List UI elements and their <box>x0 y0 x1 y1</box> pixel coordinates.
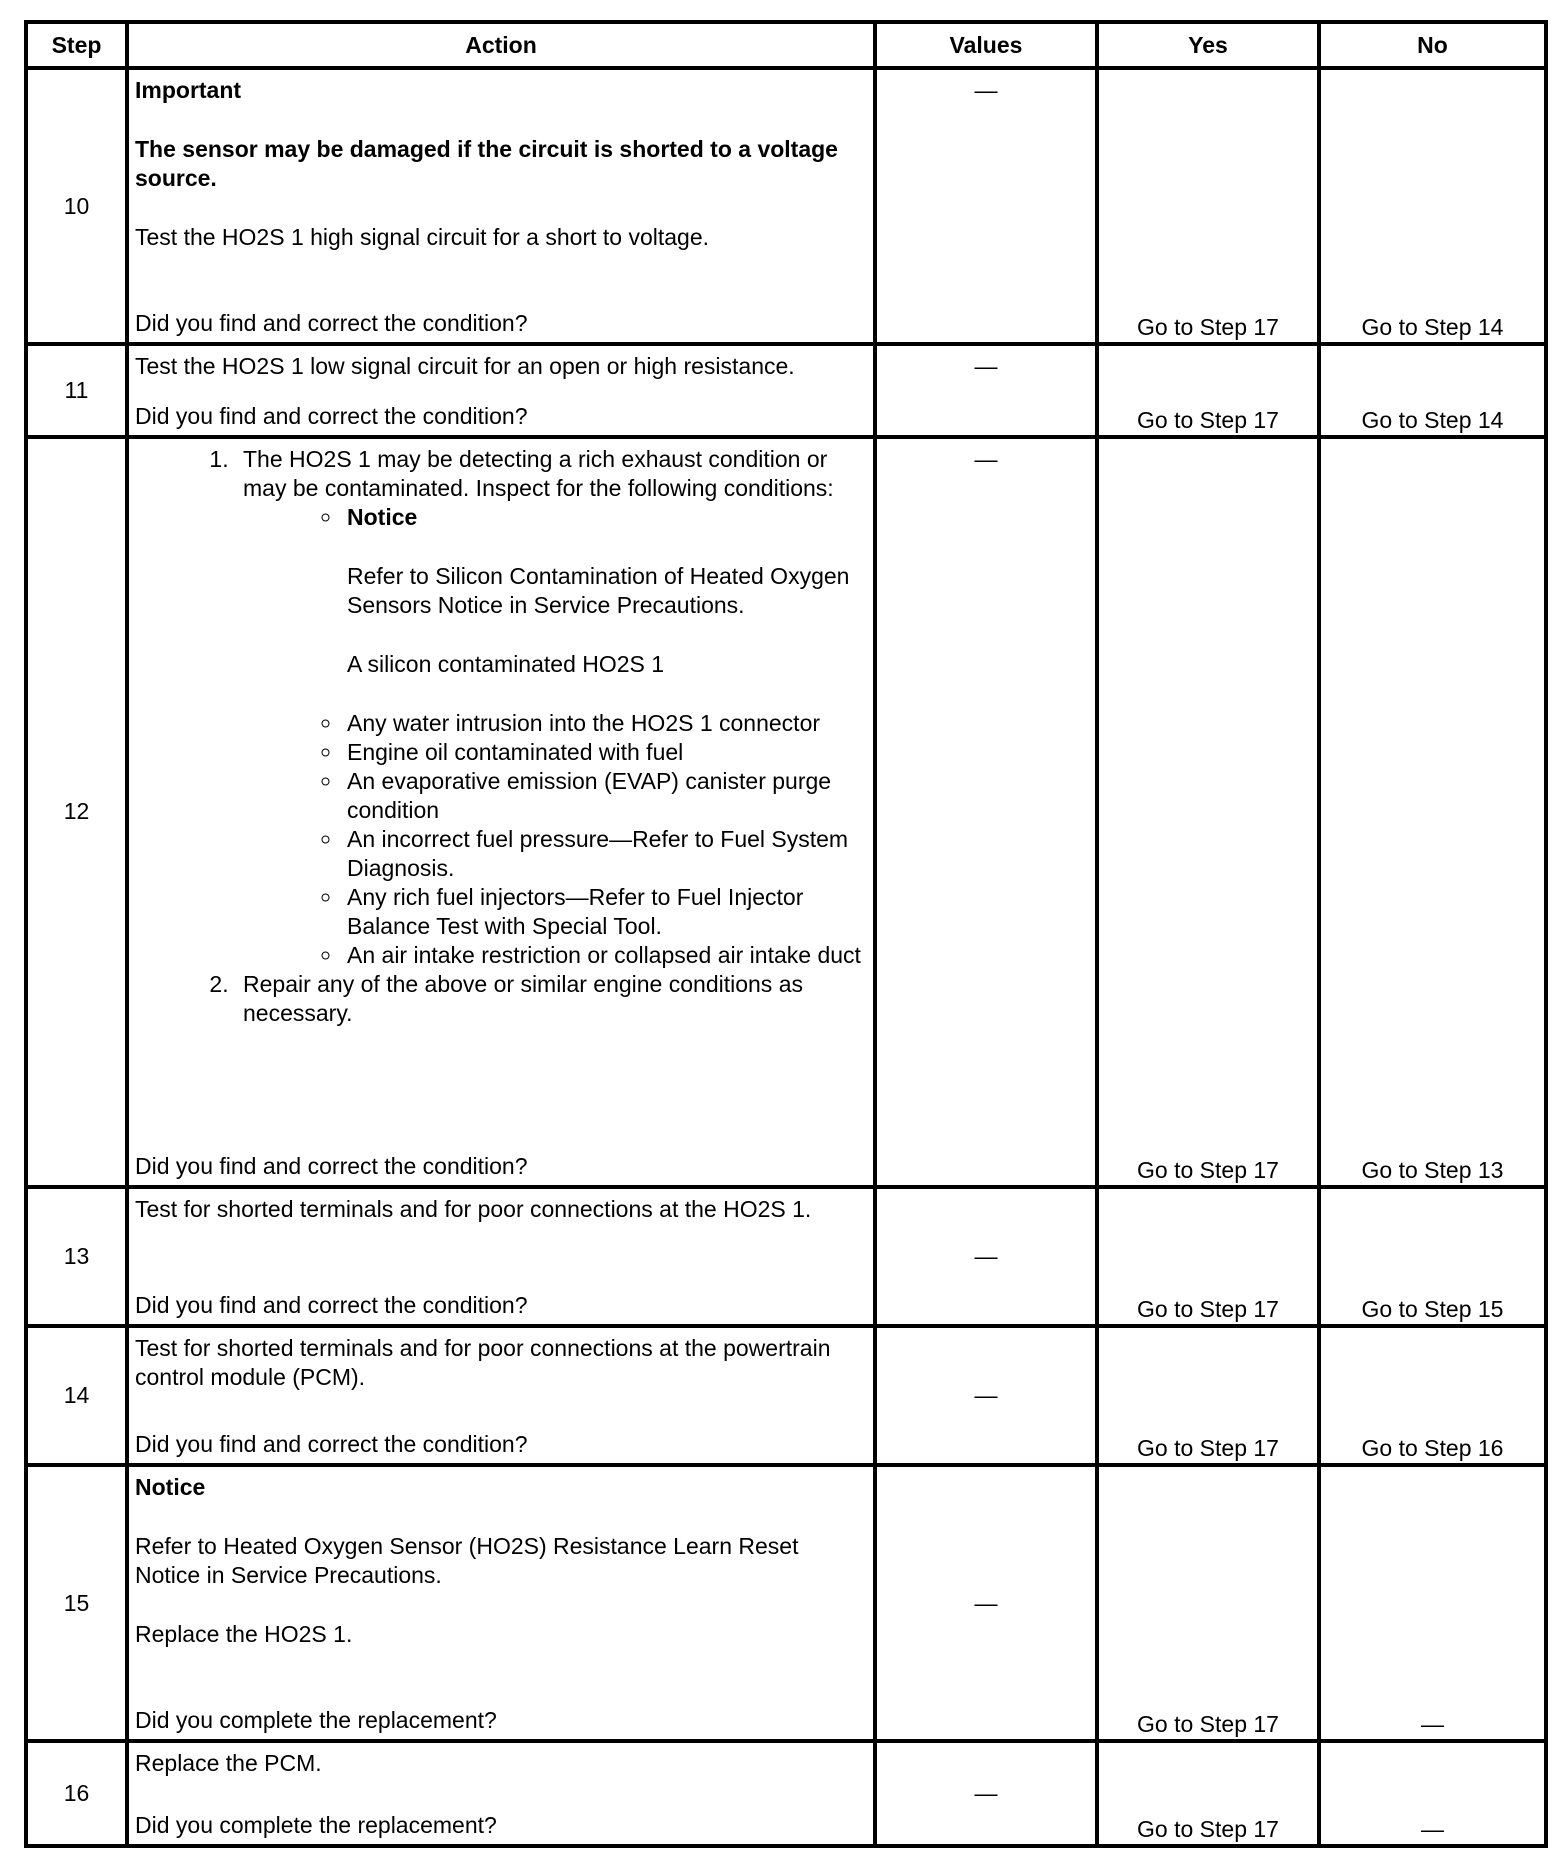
yes-cell: Go to Step 17 <box>1097 437 1319 1187</box>
yes-cell: Go to Step 17 <box>1097 68 1319 344</box>
yes-cell: Go to Step 17 <box>1097 344 1319 437</box>
step-number: 15 <box>26 1465 127 1741</box>
list-item: 2. Repair any of the above or similar engine conditions as necessary. <box>235 970 867 1028</box>
list-item: ◦ Any rich fuel injectors—Refer to Fuel Injector Balance Test with Special Tool. <box>343 883 867 941</box>
list-item: ◦ An incorrect fuel pressure—Refer to Fuel System Diagnosis. <box>343 825 867 883</box>
list-item: ◦ An evaporative emission (EVAP) canister purge condition <box>343 767 867 825</box>
table-row <box>26 344 1546 437</box>
values-dash: — <box>974 77 998 103</box>
no-cell: — <box>1319 1465 1546 1741</box>
question-text: Did you find and correct the condition? <box>135 1430 528 1457</box>
table-row <box>26 1326 1546 1465</box>
action-cell <box>127 344 875 437</box>
diagnostic-table <box>24 20 1548 1848</box>
header-row <box>26 22 1546 68</box>
header-step: Step <box>26 22 127 68</box>
notice-item: A silicon contaminated HO2S 1 <box>347 650 665 677</box>
instruction-text: Replace the HO2S 1. <box>135 1620 353 1647</box>
list-item: ◦ Any water intrusion into the HO2S 1 connector <box>343 709 867 738</box>
header-no: No <box>1319 22 1546 68</box>
table-row <box>26 437 1546 1187</box>
condition-list <box>243 503 867 970</box>
step-number: 14 <box>26 1326 127 1465</box>
values-cell <box>875 437 1097 1187</box>
step-number: 16 <box>26 1741 127 1846</box>
list-item: ◦ Engine oil contaminated with fuel <box>343 738 867 767</box>
action-cell <box>127 1465 875 1741</box>
item-text: The HO2S 1 may be detecting a rich exhaust condition or may be contaminated. Inspect for the following conditions: <box>243 445 834 501</box>
values-dash: — <box>974 353 998 380</box>
instruction-text: Test for shorted terminals and for poor connections at the powertrain control module (PCM). <box>135 1334 831 1390</box>
no-cell: Go to Step 14 <box>1319 344 1546 437</box>
question-text: Did you find and correct the condition? <box>135 402 528 429</box>
instruction-text: Test for shorted terminals and for poor connections at the HO2S 1. <box>135 1195 812 1222</box>
table-row <box>26 1465 1546 1741</box>
action-cell <box>127 437 875 1187</box>
no-cell: Go to Step 13 <box>1319 437 1546 1187</box>
yes-cell: Go to Step 17 <box>1097 1465 1319 1741</box>
important-label: Important <box>135 77 242 103</box>
table-row <box>26 1741 1546 1846</box>
no-cell: Go to Step 16 <box>1319 1326 1546 1465</box>
header-yes: Yes <box>1097 22 1319 68</box>
header-values: Values <box>875 22 1097 68</box>
notice-text: Refer to Heated Oxygen Sensor (HO2S) Resistance Learn Reset Notice in Service Precautions. <box>135 1532 799 1588</box>
no-cell: Go to Step 14 <box>1319 68 1546 344</box>
no-cell: — <box>1319 1741 1546 1846</box>
values-cell: — <box>875 1741 1097 1846</box>
list-item <box>235 445 867 970</box>
instruction-text: Test the HO2S 1 low signal circuit for an open or high resistance. <box>135 353 795 380</box>
table-row <box>26 68 1546 344</box>
instruction-text: Replace the PCM. <box>135 1750 322 1777</box>
instruction-text: Test the HO2S 1 high signal circuit for a short to voltage. <box>135 224 710 250</box>
notice-text: Refer to Silicon Contamination of Heated Oxygen Sensors Notice in Service Precautions. <box>347 562 850 618</box>
list-item: ◦ An air intake restriction or collapsed air intake duct <box>343 941 867 970</box>
notice-label: ◦ Notice <box>347 503 418 530</box>
values-cell: — <box>875 1326 1097 1465</box>
values-cell: — <box>875 1465 1097 1741</box>
question-text: Did you complete the replacement? <box>135 1707 497 1734</box>
yes-cell: Go to Step 17 <box>1097 1741 1319 1846</box>
action-cell <box>127 1741 875 1846</box>
yes-cell: Go to Step 17 <box>1097 1326 1319 1465</box>
notice-label: Notice <box>135 1473 206 1500</box>
values-cell <box>875 68 1097 344</box>
values-cell: — <box>875 1187 1097 1326</box>
table-row <box>26 1187 1546 1326</box>
action-cell <box>127 68 875 344</box>
question-text: Did you complete the replacement? <box>135 1812 497 1838</box>
values-cell <box>875 344 1097 437</box>
action-cell <box>127 1187 875 1326</box>
header-action: Action <box>127 22 875 68</box>
question-text: Did you find and correct the condition? <box>135 1152 528 1179</box>
step-number: 11 <box>26 344 127 437</box>
question-text: Did you find and correct the condition? <box>135 310 528 337</box>
no-cell: Go to Step 15 <box>1319 1187 1546 1326</box>
action-cell <box>127 1326 875 1465</box>
yes-cell: Go to Step 17 <box>1097 1187 1319 1326</box>
step-number: 13 <box>26 1187 127 1326</box>
step-number: 12 <box>26 437 127 1187</box>
numbered-list <box>135 445 867 1028</box>
step-number: 10 <box>26 68 127 344</box>
list-item <box>343 503 867 709</box>
warning-text: The sensor may be damaged if the circuit is shorted to a voltage source. <box>135 136 838 191</box>
values-dash: — <box>974 445 998 472</box>
question-text: Did you find and correct the condition? <box>135 1291 528 1318</box>
